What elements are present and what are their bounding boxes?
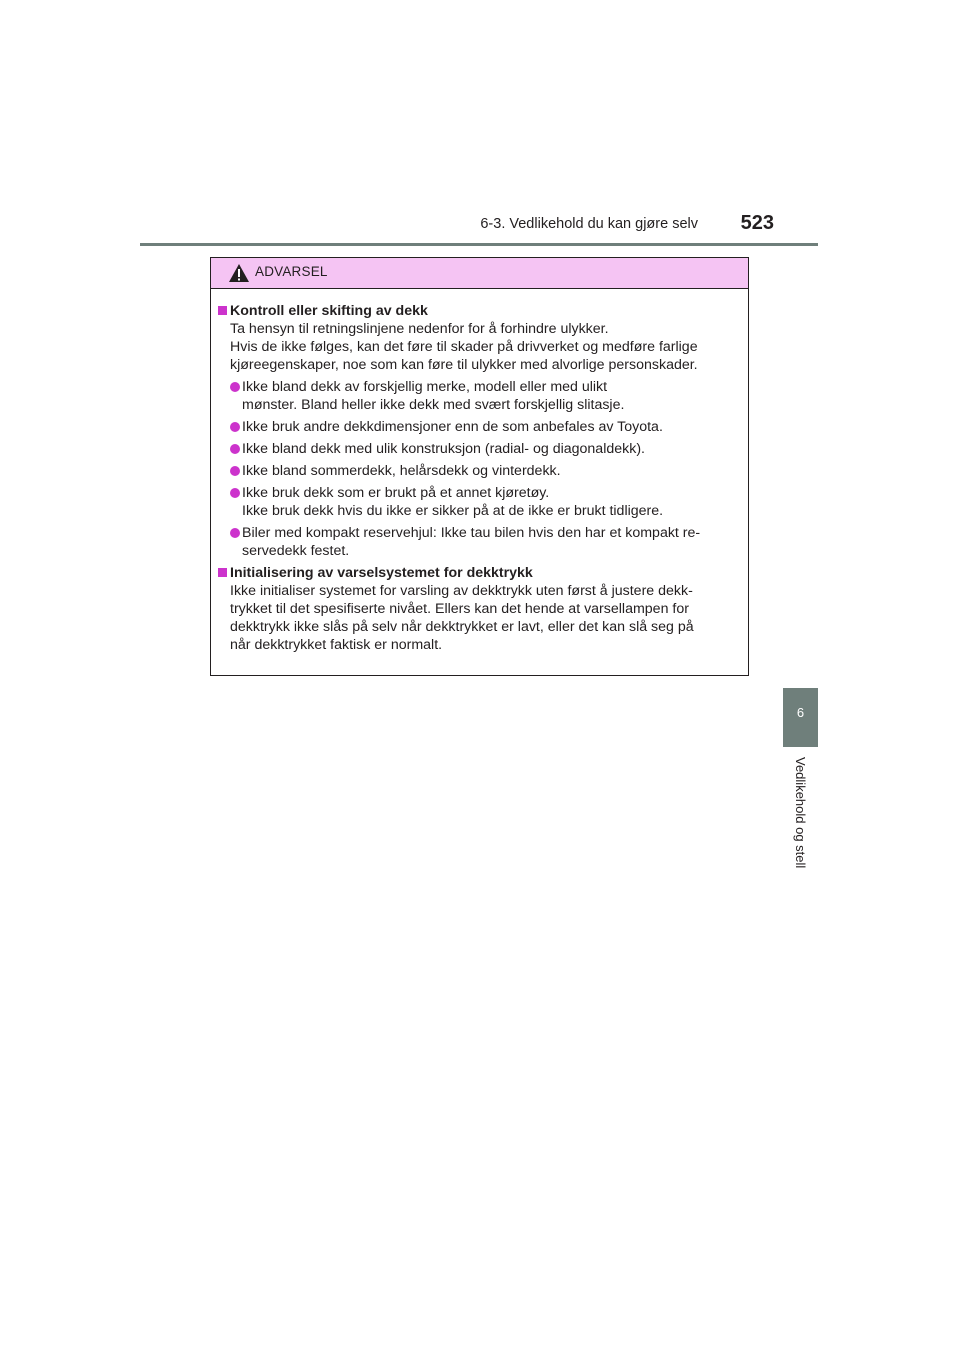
header-rule xyxy=(140,243,818,246)
round-bullet-icon xyxy=(230,382,240,392)
round-bullet-icon xyxy=(230,466,240,476)
list-item-line: mønster. Bland heller ikke dekk med svært forskjellig slitasje. xyxy=(242,397,625,413)
warning-content xyxy=(211,289,748,654)
square-bullet-icon xyxy=(218,568,227,577)
list-item-line: Ikke bland sommerdekk, helårsdekk og vinterdekk. xyxy=(242,463,561,479)
list-item xyxy=(218,524,741,560)
round-bullet-icon xyxy=(230,422,240,432)
warning-box xyxy=(210,257,749,676)
page-number: 523 xyxy=(740,212,774,234)
list-item xyxy=(218,462,741,480)
tpms-line: når dekktrykket faktisk er normalt. xyxy=(230,637,443,653)
section-heading-tpms xyxy=(218,564,741,582)
round-bullet-icon xyxy=(230,488,240,498)
round-bullet-icon xyxy=(230,444,240,454)
list-item-line: servedekk festet. xyxy=(242,543,350,559)
list-item xyxy=(218,378,741,414)
warning-title: ADVARSEL xyxy=(255,264,328,279)
list-item xyxy=(218,418,741,436)
warning-header xyxy=(211,258,748,289)
intro-line: kjøreegenskaper, noe som kan føre til ulykker med alvorlige personskader. xyxy=(230,357,698,373)
list-item-line: Ikke bland dekk med ulik konstruksjon (radial- og diagonaldekk). xyxy=(242,441,645,457)
tpms-line: Ikke initialiser systemet for varsling av dekktrykk uten først å justere dekk- xyxy=(230,583,693,599)
section-heading-tire-check xyxy=(218,302,741,320)
list-item-line: Ikke bruk dekk som er brukt på et annet kjøretøy. xyxy=(242,485,550,501)
section-heading-text: Kontroll eller skifting av dekk xyxy=(230,303,428,319)
warning-triangle-icon xyxy=(228,263,250,283)
list-item-line: Biler med kompakt reservehjul: Ikke tau bilen hvis den har et kompakt re- xyxy=(242,525,701,541)
tpms-line: trykket til det spesifiserte nivået. Ellers kan det hende at varsellampen for xyxy=(230,601,689,617)
list-item xyxy=(218,484,741,520)
tpms-line: dekktrykk ikke slås på selv når dekktrykket er lavt, eller det kan slå seg på xyxy=(230,619,694,635)
header-section-title: 6-3. Vedlikehold du kan gjøre selv xyxy=(480,216,698,232)
square-bullet-icon xyxy=(218,306,227,315)
tpms-paragraph xyxy=(218,582,741,654)
chapter-tab-label: Vedlikehold og stell xyxy=(793,757,808,869)
intro-line: Ta hensyn til retningslinjene nedenfor for å forhindre ulykker. xyxy=(230,321,609,337)
list-item-line: Ikke bruk dekk hvis du ikke er sikker på at de ikke er brukt tidligere. xyxy=(242,503,664,519)
intro-paragraph xyxy=(218,320,741,374)
list-item-line: Ikke bland dekk av forskjellig merke, modell eller med ulikt xyxy=(242,379,608,395)
list-item-line: Ikke bruk andre dekkdimensjoner enn de som anbefales av Toyota. xyxy=(242,419,663,435)
list-item xyxy=(218,440,741,458)
section-heading-text: Initialisering av varselsystemet for dekktrykk xyxy=(230,565,533,581)
round-bullet-icon xyxy=(230,528,240,538)
chapter-tab-number: 6 xyxy=(796,705,805,720)
intro-line: Hvis de ikke følges, kan det føre til skader på drivverket og medføre farlige xyxy=(230,339,698,355)
